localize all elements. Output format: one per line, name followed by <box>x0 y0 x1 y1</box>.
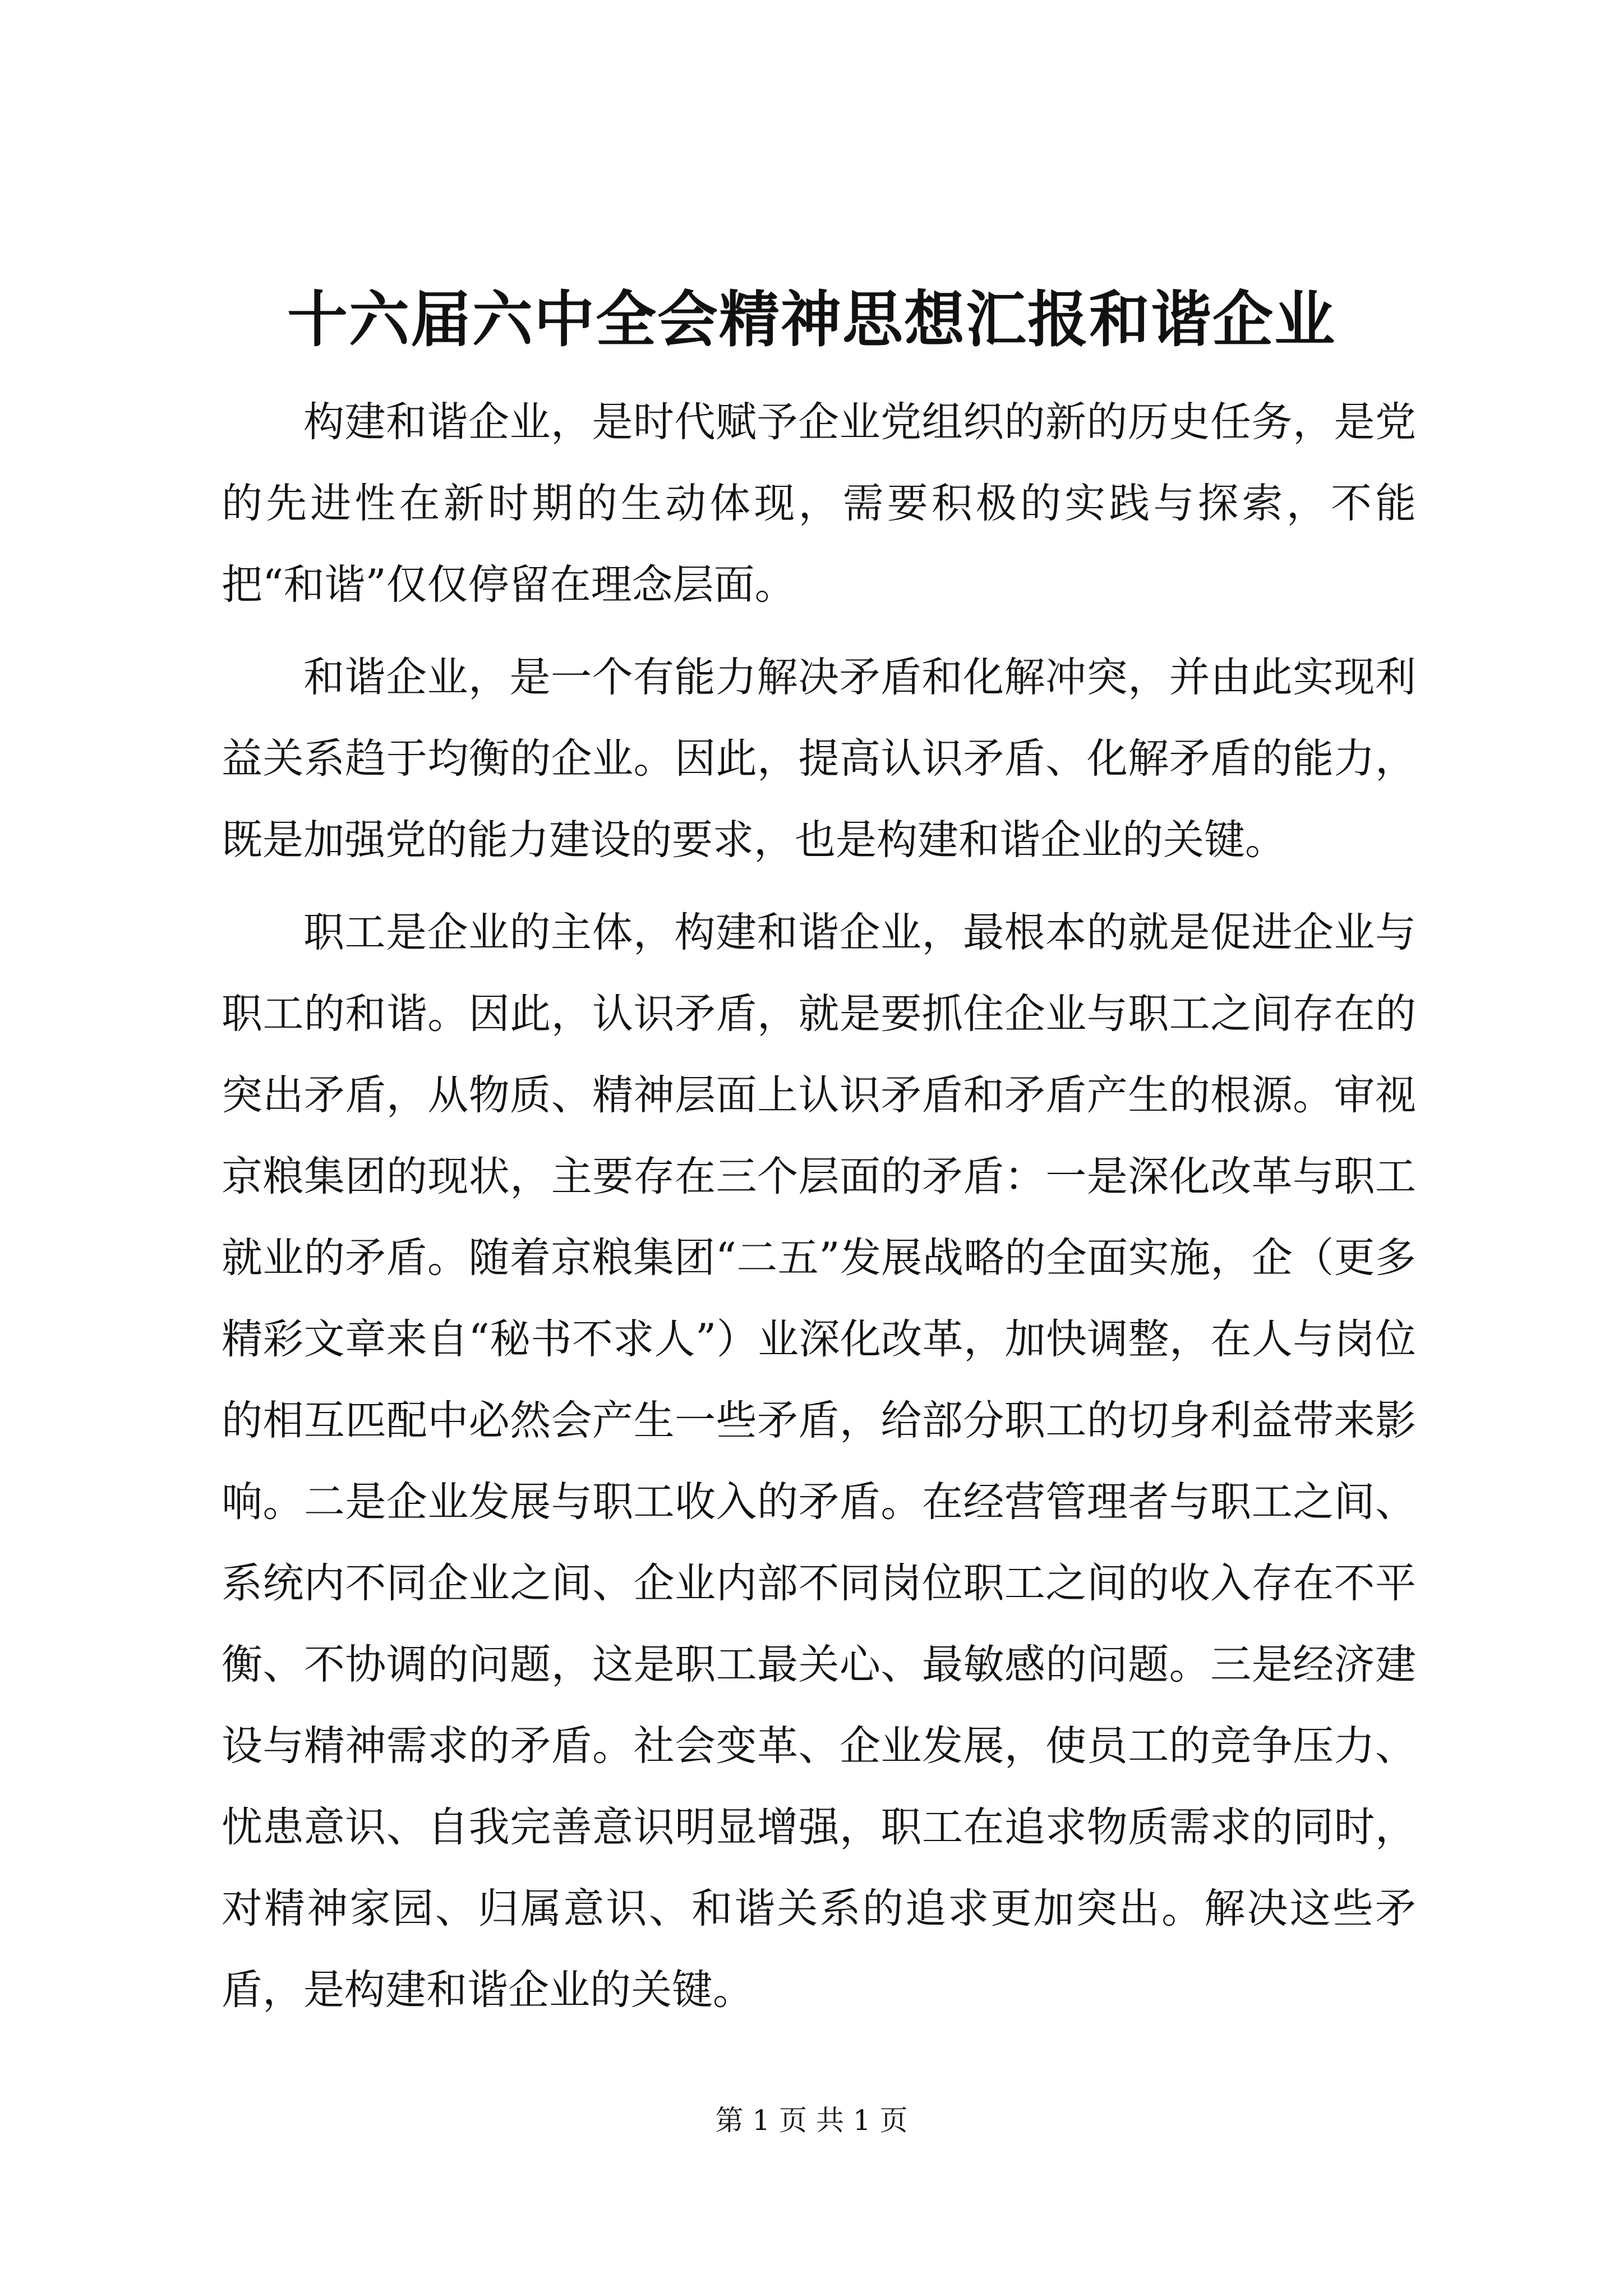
paragraph-3: 职工是企业的主体，构建和谐企业，最根本的就是促进企业与职工的和谐。因此，认识矛盾，就是要抓住企业与职工之间存在的突出矛盾，从物质、精神层面上认识矛盾和矛盾产生的根源。审视京粮集团的现状，主要存在三个层面的矛盾：一是深化改革与职工就业的矛盾。随着京粮集团“二五”发展战略的全面实施，企（更多精彩文章来自“秘书不求人”）业深化改革，加快调整，在人与岗位的相互匹配中必然会产生一些矛盾，给部分职工的切身利益带来影响。二是企业发展与职工收入的矛盾。在经营管理者与职工之间、系统内不同企业之间、企业内部不同岗位职工之间的收入存在不平衡、不协调的问题，这是职工最关心、最敏感的问题。三是经济建设与精神需求的矛盾。社会变革、企业发展，使员工的竞争压力、忧患意识、自我完善意识明显增强，职工在追求物质需求的同时，对精神家园、归属意识、和谐关系的追求更加突出。解决这些矛盾，是构建和谐企业的关键。 <box>222 909 1416 2014</box>
document-body <box>222 381 1416 2042</box>
paragraph-2: 和谐企业，是一个有能力解决矛盾和化解冲突，并由此实现利益关系趋于均衡的企业。因此，提高认识矛盾、化解矛盾的能力，既是加强党的能力建设的要求，也是构建和谐企业的关键。 <box>222 654 1416 864</box>
page-number-label: 第 1 页 共 1 页 <box>715 2104 908 2137</box>
paragraph-1: 构建和谐企业，是时代赋予企业党组织的新的历史任务，是党的先进性在新时期的生动体现，需要积极的实践与探索，不能把“和谐”仅仅停留在理念层面。 <box>222 398 1416 609</box>
page-footer <box>0 2101 1623 2140</box>
document-title: 十六届六中全会精神思想汇报和谐企业 <box>287 284 1336 355</box>
